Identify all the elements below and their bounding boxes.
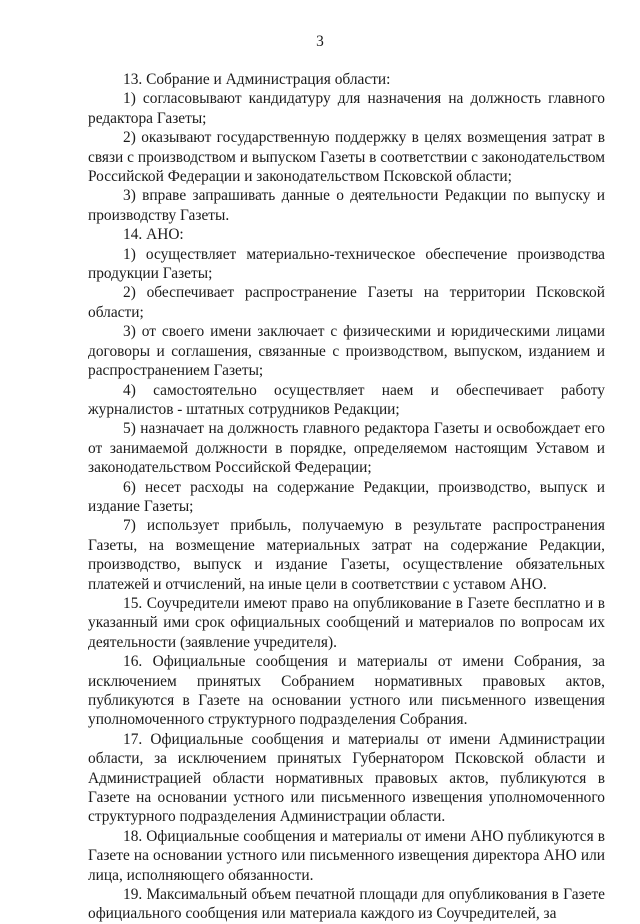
paragraph-18: 18. Официальные сообщения и материалы от имени АНО публикуются в Газете на основании устного или письменного извещения директора АНО или лица, исполняющего обязанности. xyxy=(88,827,605,884)
paragraph-14-item-4: 4) самостоятельно осуществляет наем и обеспечивает работу журналистов - штатных сотрудников Редакции; xyxy=(88,381,605,418)
paragraph-14-item-3: 3) от своего имени заключает с физическими и юридическими лицами договоры и соглашения, связанные с производством, выпуском, изданием и распространением Газеты; xyxy=(88,323,605,380)
paragraph-14-item-6: 6) несет расходы на содержание Редакции, производство, выпуск и издание Газеты; xyxy=(88,478,605,515)
paragraph-13-item-1: 1) согласовывают кандидатуру для назначения на должность главного редактора Газеты; xyxy=(88,90,605,127)
paragraph-16: 16. Официальные сообщения и материалы от имени Собрания, за исключением принятых Собранием нормативных правовых актов, публикуются в Газете на основании устного или письменного извещения уполномоченного структурного подразделения Собрания. xyxy=(88,653,605,729)
paragraph-14-item-5: 5) назначает на должность главного редактора Газеты и освобождает его от занимаемой должности в порядке, определяемом настоящим Уставом и законодательством Российской Федерации; xyxy=(88,420,605,477)
paragraph-14-heading: 14. АНО: xyxy=(123,226,184,244)
paragraph-13-item-2: 2) оказывают государственную поддержку в целях возмещения затрат в связи с производством и выпуском Газеты в соответствии с законодательством Российской Федерации и законодательством Псковской области; xyxy=(88,129,605,186)
paragraph-14-item-1: 1) осуществляет материально-техническое обеспечение производства продукции Газеты; xyxy=(88,245,605,283)
document-body xyxy=(88,70,605,924)
paragraph-13-item-3: 3) вправе запрашивать данные о деятельности Редакции по выпуску и производству Газеты. xyxy=(88,187,605,224)
paragraph-17: 17. Официальные сообщения и материалы от имени Администрации области, за исключением принятых Губернатором Псковской области и Администрацией области нормативных правовых актов, публикуются в Газете на основании устного или письменного извещения уполномоченного структурного подразделения Администрации области. xyxy=(88,730,605,826)
paragraph-15: 15. Соучредители имеют право на опубликование в Газете бесплатно и в указанный ими срок официальных сообщений и материалов по вопросам их деятельности (заявление учредителя). xyxy=(88,594,605,651)
paragraph-14-item-2: 2) обеспечивает распространение Газеты на территории Псковской области; xyxy=(88,284,605,321)
paragraph-19: 19. Максимальный объем печатной площади для опубликования в Газете официального сообщения или материала каждого из Соучредителей, за xyxy=(88,886,605,923)
page-number: 3 xyxy=(316,33,324,50)
paragraph-13-heading: 13. Собрание и Администрация области: xyxy=(123,71,391,88)
paragraph-14-item-7: 7) использует прибыль, получаемую в результате распространения Газеты, на возмещение материальных затрат на содержание Редакции, производство, выпуск и издание Газеты, осуществление обязательных платежей и отчислений, на иные цели в соответствии с уставом АНО. xyxy=(88,517,605,593)
